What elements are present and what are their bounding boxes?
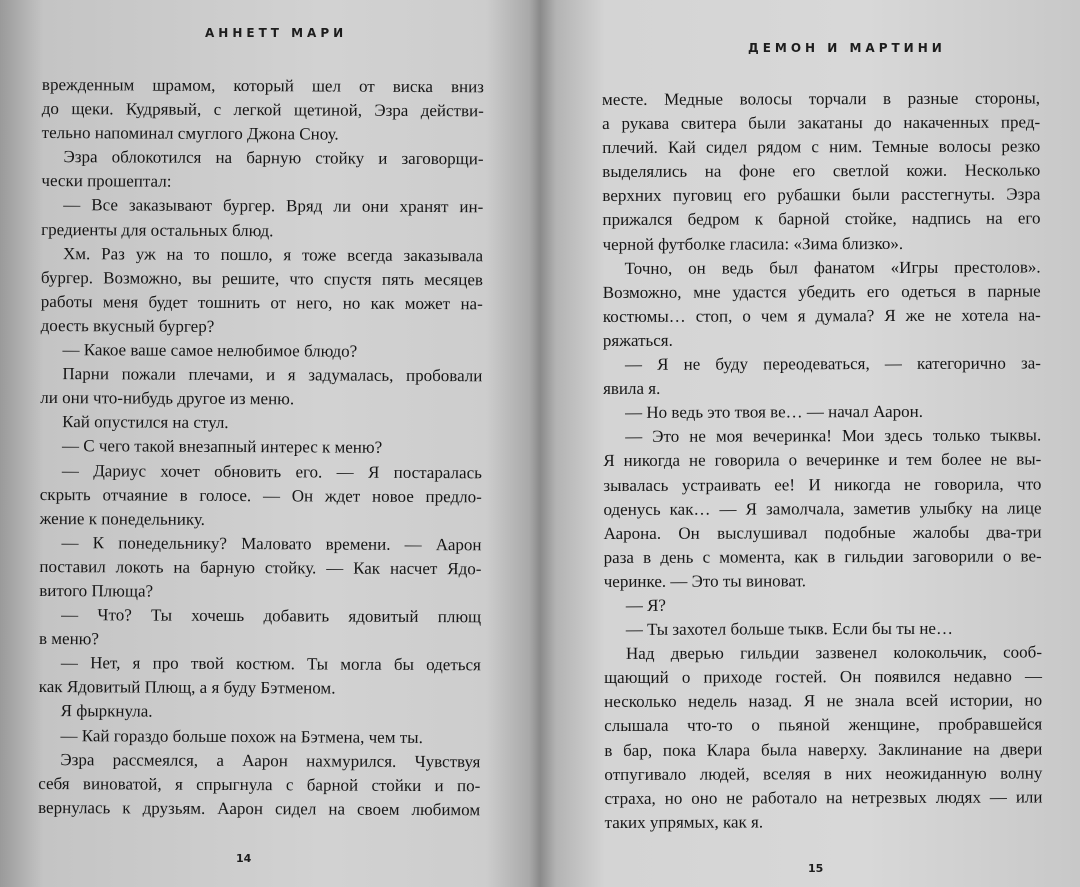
text-line: до щеки. Кудрявый, с легкой щетиной, Эзра действи- <box>41 99 484 121</box>
text-line: верхних пуговиц его рубашки были расстегнуты. Эзра <box>602 184 1041 206</box>
text-line: ряжаться. <box>602 330 673 350</box>
text-line: таких упрямых, как я. <box>604 812 764 832</box>
text-line: Эзра рассмеялся, а Аарон нахмурился. Чувствуя <box>60 749 481 771</box>
text-line: щающий о приходе гостей. Он появился недавно — <box>604 666 1043 688</box>
text-line: — Все заказывают бургер. Вряд ли они хранят ин- <box>63 195 484 217</box>
page-number: 15 <box>808 862 824 875</box>
text-line: — Нет, я про твой костюм. Ты могла бы одеться <box>60 653 481 675</box>
text-line: — Что? Ты хочешь добавить ядовитый плющ <box>61 605 482 627</box>
text-line: в бар, пока Клара была наверху. Заклинание на двери <box>604 738 1043 760</box>
running-head-author: АННЕТТ МАРИ <box>205 26 348 40</box>
text-line: себя виноватой, я спрыгнула с барной стойки и по- <box>38 773 481 796</box>
text-line: Возможно, мне удастся убедить его одеться в парные <box>602 281 1041 302</box>
text-line: жение к понедельнику. <box>39 508 205 529</box>
text-line: — Какое ваше самое нелюбимое блюдо? <box>62 340 358 361</box>
text-line: — Дариус хочет обновить его. — Я постаралась <box>61 460 482 482</box>
text-line: гредиенты для остальных блюд. <box>41 219 274 240</box>
text-line: Эзра облокотился на барную стойку и заговорщи- <box>63 147 484 169</box>
text-line: месте. Медные волосы торчали в разные стороны, <box>602 88 1041 109</box>
text-line: врежденным шрамом, который шел от виска вниз <box>41 74 484 97</box>
text-line: тельно напоминал смуглого Джона Сноу. <box>41 123 339 144</box>
text-line: несколько недель назад. Я не знала всей истории, но <box>604 690 1043 712</box>
text-line: черной футболке гласила: «Зима близко». <box>602 233 904 254</box>
text-line: — К понедельнику? Маловато времени. — Аарон <box>61 532 482 555</box>
text-line: Аарона. Он выслушивал подобные жалобы два-три <box>603 522 1042 543</box>
right-page-text <box>602 86 1043 834</box>
text-line: витого Плюща? <box>39 580 154 601</box>
text-line: а рукава свитера были закатаны до накаченных пред- <box>602 112 1041 134</box>
text-line: — С чего такой внезапный интерес к меню? <box>61 436 383 458</box>
text-line: — Я? <box>625 595 666 615</box>
text-line: явила я. <box>603 378 661 399</box>
text-line: черинке. — Это ты виноват. <box>603 571 806 591</box>
text-line: в меню? <box>38 629 100 649</box>
text-line: работы меня будет тошнить от него, но как может на- <box>40 291 483 314</box>
text-line: ли они что-нибудь другое из меню. <box>40 388 295 409</box>
text-line: отпугивало людей, вселяя в них неожиданную волну <box>604 763 1043 784</box>
text-line: Хм. Раз уж на то пошло, я тоже всегда заказывала <box>63 243 484 265</box>
text-line: слышала что-то о пьяной женщине, пробравшейся <box>604 714 1043 736</box>
text-line: доесть вкусный бургер? <box>40 315 215 336</box>
text-line: зывалась устраивать ее! И никогда не говорила, что <box>603 473 1042 495</box>
text-line: раза в день с момента, как в гильдии заговорили о ве- <box>603 546 1042 567</box>
text-line: костюмы… стоп, о чем я думала? Я же не хотела на- <box>602 305 1041 326</box>
text-line: Я фыркнула. <box>60 701 153 722</box>
text-line: — Но ведь это твоя ве… — начал Аарон. <box>625 402 924 423</box>
page-number: 14 <box>236 852 252 865</box>
text-line: скрыть отчаяние в голосе. — Он ждет новое предло- <box>39 484 482 506</box>
text-line: чески прошептал: <box>41 171 172 192</box>
text-line: прижался бедром к барной стойке, надпись на его <box>602 208 1041 230</box>
text-line: вернулась к друзьям. Аарон сидел на своем любимом <box>38 797 481 820</box>
right-page <box>540 0 1080 887</box>
text-line: — Я не буду переодеваться, — категорично за- <box>624 353 1041 374</box>
text-line: бургер. Возможно, вы решите, что спустя пять месяцев <box>40 267 483 290</box>
text-line: как Ядовитый Плющ, а я буду Бэтменом. <box>38 677 336 698</box>
text-line: страха, но оно не работало на нетрезвых людях — или <box>604 787 1043 808</box>
text-line: плечий. Кай сидел рядом с ним. Темные волосы резко <box>602 136 1041 158</box>
text-line: выделялись на фоне его светлой кожи. Несколько <box>602 160 1041 182</box>
running-head-title: ДЕМОН И МАРТИНИ <box>748 41 946 55</box>
text-line: поставил локоть на барную стойку. — Как насчет Ядо- <box>39 556 482 579</box>
text-line: Точно, он ведь был фанатом «Игры престолов». <box>624 257 1041 278</box>
text-line: — Ты захотел больше тыкв. Если бы ты не… <box>625 618 953 639</box>
text-line: — Кай гораздо больше похож на Бэтмена, чем ты. <box>60 725 423 747</box>
text-line: Парни пожали плечами, и я задумалась, пробовали <box>62 364 483 386</box>
text-line: — Это не моя вечеринка! Мои здесь только тыквы. <box>625 425 1042 447</box>
text-line: Я никогда не говорила о вечеринке и тем более не вы- <box>603 449 1042 471</box>
text-line: оденусь как… — Я замолчала, заметив улыбку на лице <box>603 498 1042 519</box>
text-line: Над дверью гильдии зазвенел колокольчик, сооб- <box>625 642 1043 664</box>
text-line: Кай опустился на стул. <box>62 412 229 433</box>
left-page-text <box>38 73 484 822</box>
